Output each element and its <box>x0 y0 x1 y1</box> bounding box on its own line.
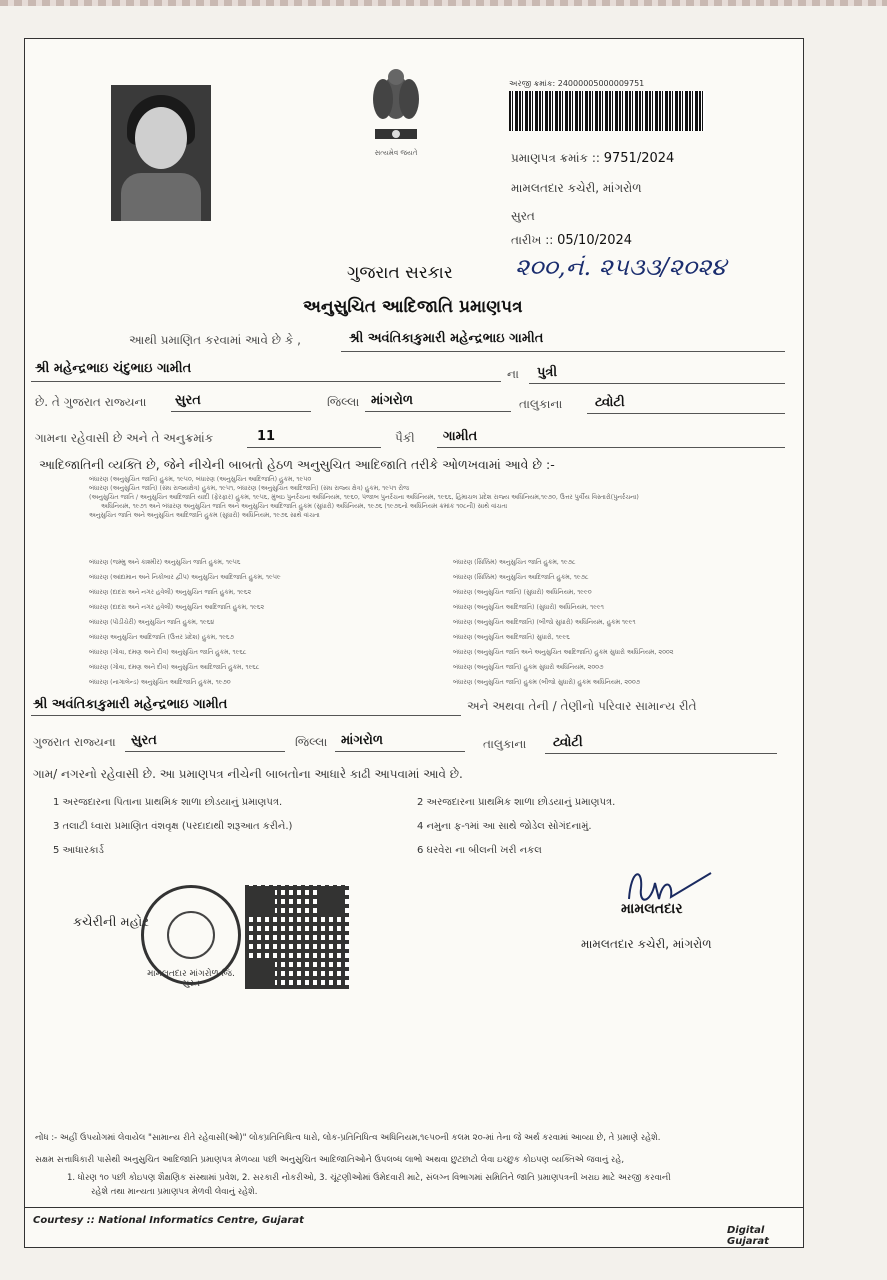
state2-label: ગુજરાત રાજ્યના <box>33 735 116 749</box>
legal-item: બંધારણ (ગોવા, દમણ અને દીવ) અનુસુચિત જાતિ હુકમ, ૧૯૬૮ <box>89 649 247 656</box>
issue-date: 05/10/2024 <box>557 233 633 248</box>
legal-item: બંધારણ (જમ્મુ અને કાશ્મીર) અનુસુચિત જાતિ હુકમ, ૧૯૫૬ <box>89 559 241 566</box>
cert-no-label: પ્રમાણપત્ર ક્રમાંક :: <box>511 151 600 165</box>
footer-divider <box>25 1207 803 1208</box>
legal-item: બંધારણ (સિક્કિમ) અનુસુચિત જાતિ હુકમ, ૧૯૭૮ <box>453 559 576 566</box>
paiki-text: પૈકી <box>395 431 415 445</box>
note-line: રહેશે તથા માન્યતા પ્રમાણપત્ર મેળવી લેવાનું રહેશે. <box>91 1187 258 1197</box>
family-text: અને અથવા તેની / તેણીનો પરિવાર સામાન્ય રીતે <box>467 699 697 713</box>
na-text: ના <box>507 367 519 381</box>
note-line: 1. ધોરણ ૧૦ પછી કોઇપણ શૈક્ષણિક સંસ્થામાં પ્રવેશ, 2. સરકારી નોકરીઓ, 3. ચૂંટણીઓમાં ઉમેદવારી માટે, સંલગ્ન વિભાગમાં સમિતિને જાતિ પ્રમાણપત્રની ખરાઇ માટે અરજી કરવાની <box>67 1173 671 1183</box>
intro-text: આથી પ્રમાણિત કરવામાં આવે છે કે , <box>129 333 301 347</box>
applicant-name: શ્રી અવંતિકાકુમારી મહેન્દ્રભાઇ ગામીત <box>349 331 544 346</box>
city-line: સુરત <box>511 209 535 223</box>
signatory-designation: મામલતદાર <box>621 901 683 917</box>
legal-item: બંધારણ (અનુસુચિત જાતિ) હુકમ (બીજો સુધારો) હુકમ અધિનિયમ, ૨૦૦૭ <box>453 679 641 686</box>
legal-item: બંધારણ (અનુસુચિત જાતિ) (સુધારો) અધિનિયમ, ૧૯૯૦ <box>453 589 592 596</box>
legal-item: બંધારણ (અનુસુચિત આદિજાતિ) સુધારો, ૧૯૯૬ <box>453 634 570 641</box>
page-edge <box>0 0 887 6</box>
handwritten-number: ૨૦૦,નં. ૨૫૩૩/૨૦૨૪ <box>515 253 727 281</box>
taluka2-label: તાલુકાના <box>483 737 527 751</box>
office-seal-label: કચેરીની મહોર <box>73 915 149 930</box>
legal-item: બંધારણ અનુસુચિત આદિજાતિ (ઉત્તર પ્રદેશ) હુકમ, ૧૯૬૭ <box>89 634 234 641</box>
relation: પુત્રી <box>537 365 558 380</box>
application-number: અરજી ક્રમાંક: 24000005000009751 <box>509 79 645 88</box>
note-line: સક્ષમ સત્તાધિકારી પાસેથી અનુસુચિત આદિજાતિ પ્રમાણપત્ર મેળવ્યા પછી અનુસુચિત આદિજાતિઓને ઉપલબ્ધ લાભો અથવા છુટછાટો લેવા ઇચ્છુક કોઇપણ વ્યક્તિએ જવાનું રહે, <box>35 1155 625 1165</box>
father-name: શ્રી મહેન્દ્રભાઇ ચંદુભાઇ ગામીત <box>35 361 192 376</box>
signatory-office: મામલતદાર કચેરી, માંગરોળ <box>581 937 712 951</box>
cert-no: 9751/2024 <box>603 151 675 166</box>
document-item: 4 નમુના ફ-૧માં આ સાથે જોડેલ સોગંદનામું. <box>417 821 592 832</box>
footer-courtesy: Courtesy :: National Informatics Centre, Gujarat <box>33 1215 304 1226</box>
adijati-line: આદિજાતિની વ્યક્તિ છે, જેને નીચેની બાબતો હેઠળ અનુસુચિત આદિજાતિ તરીકે ઓળખવામાં આવે છે :- <box>39 457 555 472</box>
government-title: ગુજરાત સરકાર <box>347 263 453 283</box>
resident-line: ગામ/ નગરનો રહેવાસી છે. આ પ્રમાણપત્ર નીચેની બાબતોના આધારે કાઢી આપવામાં આવે છે. <box>33 767 463 781</box>
district: સુરત <box>175 393 201 408</box>
document-item: 2 અરજદારના પ્રાથમિક શાળા છોડયાનું પ્રમાણપત્ર. <box>417 797 616 808</box>
applicant-name-2: શ્રી અવંતિકાકુમારી મહેન્દ્રભાઇ ગામીત <box>33 697 228 712</box>
legal-list-left <box>89 555 429 690</box>
barcode <box>509 91 705 131</box>
office-line: મામલતદાર કચેરી, માંગરોળ <box>511 181 642 195</box>
certificate-page <box>24 38 804 1248</box>
document-item: 6 ઘરવેરા ના બીલની ખરી નકલ <box>417 845 542 856</box>
fine-print-line: બંધારણ (અનુસુચિત જાતિ) હુકમ, ૧૯૫૦, બંધારણ (અનુસુચિત આદિજાતિ) હુકમ, ૧૯૫૦ <box>89 476 312 483</box>
seal-text: મામલતદાર માંગરોળ જિ. સુરત <box>147 969 235 989</box>
emblem-motto: સત્યમેવ જયતે <box>374 149 418 157</box>
fine-print-line: બંધારણ (અનુસુચિત જાતિ) (સંઘ રાજ્યક્ષેત્ર) હુકમ, ૧૯૫૧, બંધારણ (અનુસુચિત આદિજાતિ) (સંઘ રાજ્ય ક્ષેત્ર) હુકમ, ૧૯૫૧ રોજ <box>89 485 409 492</box>
state-label: છે. તે ગુજરાત રાજ્યના <box>35 395 147 409</box>
legal-item: બંધારણ (દાદરા અને નગર હવેલી) અનુસુચિત જાતિ હુકમ, ૧૯૬૨ <box>89 589 252 596</box>
applicant-photo <box>111 85 211 221</box>
legal-item: બંધારણ (આંદામાન અને નિકોબાર દ્વીપ) અનુસુચિત આદિજાતિ હુકમ, ૧૯૫૯ <box>89 574 281 581</box>
fine-print-line: અનુસુચિત જાતિ અને અનુસુચિત આદિજાતિ હુકમ (સુધારો) અધિનિયમ, ૧૯૭૬ સાથે વાંચતા <box>89 512 320 519</box>
tribe-name: ગામીત <box>443 429 478 444</box>
village: ટ્વોટી <box>595 395 625 410</box>
taluka-2: માંગરોળ <box>341 733 383 748</box>
national-emblem-icon <box>361 59 431 155</box>
legal-item: બંધારણ (અનુસુચિત જાતિ) હુકમ સુધારો અધિનિયમ, ૨૦૦૭ <box>453 664 604 671</box>
village-2: ટ્વોટી <box>553 735 583 750</box>
legal-item: બંધારણ (ગોવા, દમણ અને દીવ) અનુસુચિત આદિજાતિ હુકમ, ૧૯૬૮ <box>89 664 260 671</box>
document-item: 1 અરજદારના પિતાના પ્રાથમિક શાળા છોડયાનું પ્રમાણપત્ર. <box>53 797 283 808</box>
date-label: તારીખ :: <box>511 233 554 247</box>
district-2: સુરત <box>131 733 157 748</box>
fine-print-line: અધિનિયમ, ૧૯૭૧ અને બંધારણ અનુસુચિત જાતિ અને અનુસુચિત આદિજાતિ હુકમ (સુધારો) અધિનિયમ, ૧૯૭૬ (૧૯૭૬નો અધિનિયમ ક્રમાંક ૧૦૮ની) સાથે વાંચતા <box>101 503 508 510</box>
legal-item: બંધારણ (નાગાલેન્ડ) અનુસુચિત આદિજાતિ હુકમ, ૧૯૭૦ <box>89 679 231 686</box>
document-item: 5 આધારકાર્ડ <box>53 845 104 856</box>
village-row-label: ગામના રહેવાસી છે અને તે અનુક્રમાંક <box>35 431 214 445</box>
district-label: જિલ્લા <box>327 395 360 409</box>
legal-item: બંધારણ (સિક્કિમ) અનુસુચિત આદિજાતિ હુકમ, ૧૯૭૮ <box>453 574 589 581</box>
legal-item: બંધારણ (અનુસુચિત જાતિ અને અનુસુચિત આદિજાતિ) હુકમ સુધારો અધિનિયમ, ૨૦૦૨ <box>453 649 674 656</box>
legal-item: બંધારણ (પોંડીચેરી) અનુસુચિત જાતિ હુકમ, ૧૯૬૪ <box>89 619 215 626</box>
document-title: અનુસુચિત આદિજાતિ પ્રમાણપત્ર <box>303 297 523 317</box>
document-item: 3 તલાટી ધ્વારા પ્રમાણિત વંશવૃક્ષ (પરદાદાથી શરૂઆત કરીને.) <box>53 821 293 832</box>
district2-label: જિલ્લા <box>295 735 328 749</box>
taluka-label: તાલુકાના <box>519 397 563 411</box>
footer-brand: Digital Gujarat <box>727 1225 769 1247</box>
legal-list-right <box>453 555 793 690</box>
serial-number: 11 <box>257 429 276 444</box>
qr-code[interactable] <box>245 885 349 989</box>
note-line: નોંધ :- અહીં ઉપયોગમાં લેવાયેલ "સામાન્ય રીતે રહેવાસી(ઓ)" લોકપ્રતિનિધિત્વ ધારો, લોક-પ્રતિનિધિત્વ અધિનિયમ,૧૯૫૦ની કલમ ૨૦-માં તેના જે અર્થ કરવામાં આવ્યા છે, તે પ્રમાણે રહેશે. <box>35 1133 661 1143</box>
legal-item: બંધારણ (અનુસુચિત આદિજાતિ) (સુધારો) અધિનિયમ, ૧૯૯૧ <box>453 604 604 611</box>
fine-print-line: (અનુસુચિત જાતિ / અનુસુચિત આદિજાતિ યાદી (ફેરફાર) હુકમ, ૧૯૫૬, મુંબઇ પુનર્રચના અધિનિયમ, ૧૯૬૦, પંજાબ પુનર્રચના અધિનિયમ, ૧૯૬૬, હિમાચલ પ્રદેશ રાજ્ય અધિનિયમ,૧૯૭૦, ઉત્તર પુર્વીય વિસ્તારો(પુનર્રચના) <box>89 494 639 501</box>
legal-item: બંધારણ (અનુસુચિત આદિજાતિ) (બીજો સુધારો) અધિનિયમ, હુકમ ૧૯૯૧ <box>453 619 636 626</box>
legal-item: બંધારણ (દાદરા અને નગર હવેલી) અનુસુચિત આદિજાતિ હુકમ, ૧૯૬૨ <box>89 604 265 611</box>
seal-emblem-icon <box>167 911 215 959</box>
taluka: માંગરોળ <box>371 393 413 408</box>
legal-references <box>89 475 799 520</box>
